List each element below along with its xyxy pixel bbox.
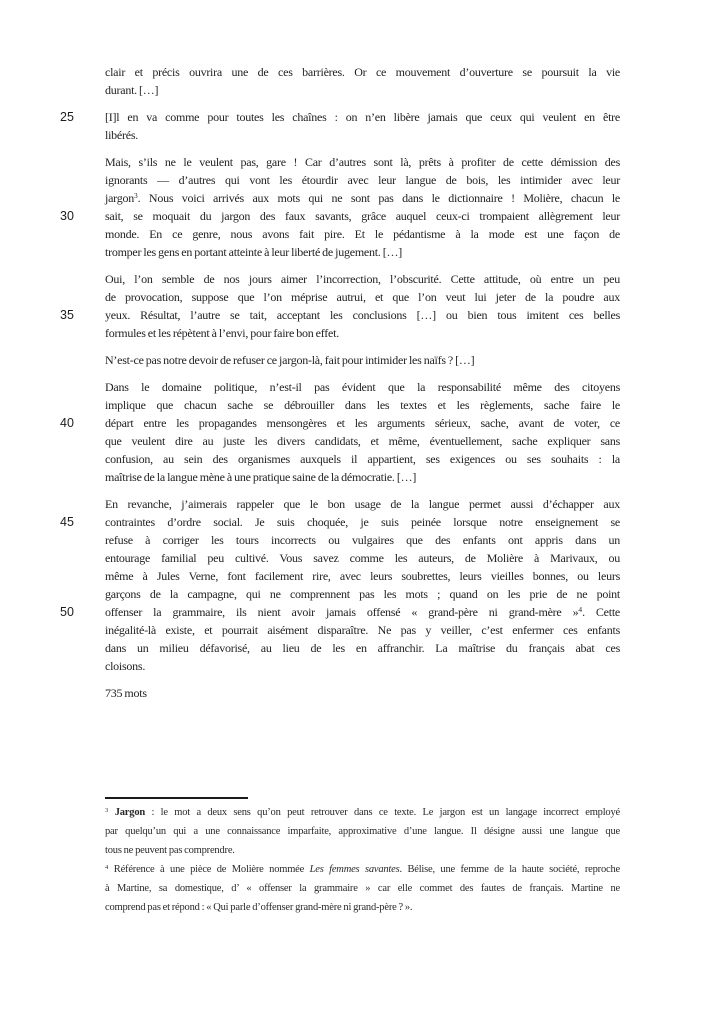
text-line: jargon$^3$. Nous voici arrivés aux mots qui ne sont pas dans le dictionnaire ! Molière, chacun le	[105, 191, 620, 205]
text-line: Oui, l’on semble de nos jours aimer l’incorrection, l’obscurité. Cette attitude, où entre un peu	[105, 272, 620, 286]
text-line: de provocation, suppose que l’on méprise autrui, et que l’on veut lui jeter de la poudre aux	[105, 290, 620, 304]
footnote-line: par quelqu’un qui a une connaissance imparfaite, approximative d’une langue. Il désigne aussi une langue que	[105, 826, 620, 837]
text-line: En revanche, j’aimerais rappeler que le bon usage de la langue permet aussi d’échapper aux	[105, 497, 620, 511]
margin-line-number: 50	[60, 605, 74, 619]
italic-text: Les femmes savantes	[309, 864, 400, 875]
text-line: confusion, au sein des organismes auxquels il appartient, ses exigences ou ses souhaits : la	[105, 452, 620, 466]
margin-line-number: 25	[60, 110, 74, 124]
text-line: refuse à corriger les tours incorrects ou vulgaires que des enfants ont appris dans un	[105, 533, 620, 547]
margin-line-number: 30	[60, 209, 74, 223]
text-line: durant. […]	[105, 83, 159, 97]
footnote-reference: 4	[105, 863, 109, 871]
footnotes-block	[105, 797, 620, 917]
text-block	[60, 63, 620, 711]
text-line: même à Jules Verne, font facilement rire, avec leurs soubrettes, leurs vieilles bonnes, ou leurs	[105, 569, 620, 583]
footnote-line: comprend pas et répond : « Qui parle d’offenser grand-mère ni grand-père ? ».	[105, 902, 413, 913]
margin-line-number: 35	[60, 308, 74, 322]
paragraph	[60, 378, 620, 486]
bold-text: Jargon	[114, 807, 146, 818]
text-line: tromper les gens en portant atteinte à leur liberté de jugement. […]	[105, 245, 402, 259]
text-line: clair et précis ouvrira une de ces barrières. Or ce mouvement d’ouverture se poursuit la vie	[105, 65, 620, 79]
text-line: 45 contraintes d’ordre social. Je suis choquée, je suis peinée lorsque notre enseignement se	[60, 515, 620, 529]
text-line: libérés.	[105, 128, 138, 142]
text-line: cloisons.	[105, 659, 146, 673]
text-line: 40 départ entre les propagandes mensongères et les arguments sérieux, sache, avant de voter, ce	[60, 416, 620, 430]
text-line: garçons de la campagne, qui ne comprennent pas les mots ; quand on les prie de ne point	[105, 587, 620, 601]
margin-line-number: 45	[60, 515, 74, 529]
margin-line-number: 40	[60, 416, 74, 430]
paragraph	[60, 270, 620, 342]
text-line: monde. En ce genre, nous avons fait pire. Et le pédantisme à la mode est une façon de	[105, 227, 620, 241]
footnote	[105, 803, 620, 860]
paragraph	[60, 153, 620, 261]
text-line: Dans le domaine politique, n’est-il pas évident que la responsabilité même des citoyens	[105, 380, 620, 394]
footnote-line: à Martine, sa domestique, d’ « offenser la grammaire » car elle commet des fautes de français. Martine ne	[105, 883, 620, 894]
paragraph	[105, 63, 620, 99]
footnote-reference: 4	[578, 605, 583, 615]
paragraph	[105, 684, 620, 702]
footnotes-list	[105, 803, 620, 917]
text-line: 50 offenser la grammaire, ils nient avoir jamais offensé « grand-père ni grand-mère »$^4$. Cette	[60, 605, 620, 619]
paragraph	[60, 108, 620, 144]
text-line: N’est-ce pas notre devoir de refuser ce jargon-là, fait pour intimider les naïfs ? […]	[105, 353, 475, 367]
footnote-line: $^4$ Référence à une pièce de Molière nommée Les femmes savantes. Bélise, une femme de la haute société, reproche	[105, 863, 620, 875]
footnote	[105, 860, 620, 917]
text-line: maîtrise de la langue mène à une pratique saine de la démocratie. […]	[105, 470, 417, 484]
text-line: ignorants — d’autres qui vont les étourdir avec leur langue de bois, les intimider avec leur	[105, 173, 620, 187]
paragraph	[60, 495, 620, 675]
footnote-separator	[105, 797, 248, 799]
text-line: 35 yeux. Résultat, l’autre se tait, acceptant les conclusions […] ou bien tous imitent ces belles	[60, 308, 620, 322]
text-line: 25 [I]l en va comme pour toutes les chaînes : on n’en libère jamais que ceux qui veulent en être	[60, 110, 620, 124]
footnote-line: tous ne peuvent pas comprendre.	[105, 845, 235, 856]
text-line: inégalité-là existe, et pourrait aisément disparaître. Ne pas y veiller, c’est enfermer ces enfants	[105, 623, 620, 637]
footnote-reference: 3	[133, 191, 138, 201]
paragraph	[105, 351, 620, 369]
footnote-reference: 3	[105, 806, 109, 814]
text-line: implique que chacun sache se débrouiller dans les textes et les règlements, sache faire le	[105, 398, 620, 412]
text-line: dans un milieu défavorisé, au lieu de les en affranchir. La maîtrise du français abat ces	[105, 641, 620, 655]
text-line: 735 mots	[105, 686, 147, 700]
text-line: Mais, s’ils ne le veulent pas, gare ! Car d’autres sont là, prêts à profiter de cette démission des	[105, 155, 620, 169]
text-line: formules et les répètent à l’envi, pour faire bon effet.	[105, 326, 339, 340]
text-line: 30 sait, se moquait du jargon des faux savants, grâce auquel ceux-ci trompaient allègrement leur	[60, 209, 620, 223]
text-line: que veulent dire au juste les divers candidats, et même, éventuellement, sache expliquer sans	[105, 434, 620, 448]
text-line: entourage familial peu cultivé. Vous savez comme les auteurs, de Molière à Marivaux, ou	[105, 551, 620, 565]
footnote-line: $^3$ Jargon : le mot a deux sens qu’on peut retrouver dans ce texte. Le jargon est un langage incorrect employé	[105, 806, 620, 818]
